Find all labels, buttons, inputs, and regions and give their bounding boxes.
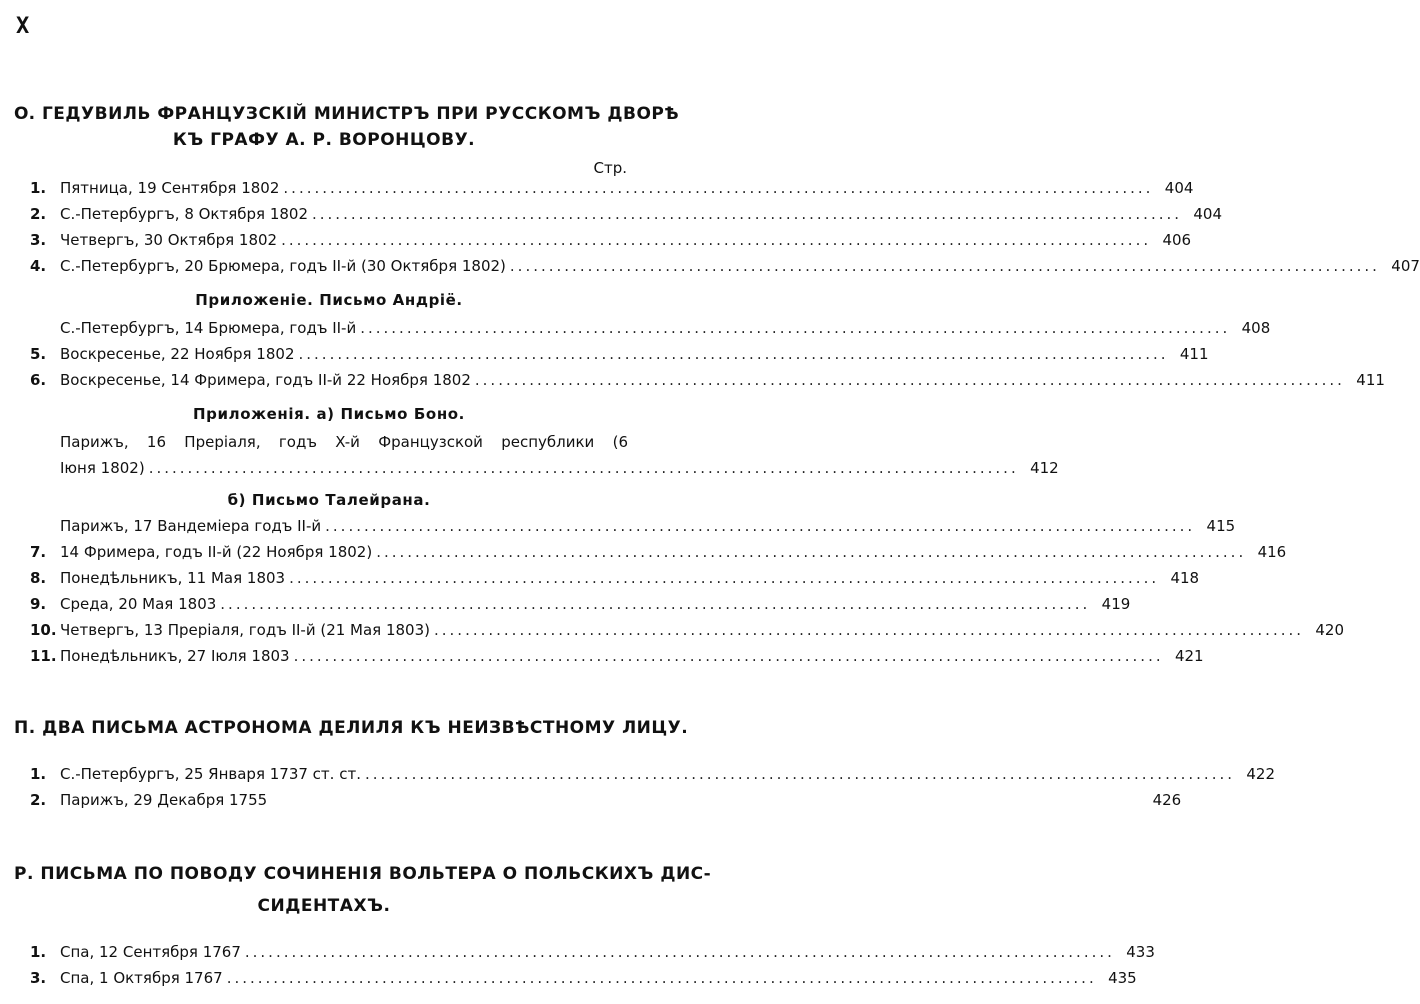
dot-leader [434, 618, 1304, 642]
entry-number: 5. [30, 345, 47, 363]
entry-page: 422 [1246, 765, 1275, 783]
appendix-heading: Приложеніе. Письмо Андріё. [195, 291, 463, 309]
entry-page: 416 [1257, 543, 1287, 561]
entry-number: 4. [30, 257, 47, 275]
entry-number: 7. [30, 543, 47, 561]
toc-entry[interactable] [30, 228, 1192, 252]
dot-leader [365, 762, 1235, 786]
dot-leader [245, 940, 1115, 964]
entry-number: 8. [30, 569, 47, 587]
page-column-label: Стр. [593, 159, 627, 177]
section-o-title-line2: КЪ ГРАФУ А. Р. ВОРОНЦОВУ. [172, 130, 476, 150]
entry-page: 408 [1241, 319, 1271, 337]
entry-label: С.-Петербургъ, 20 Брюмера, годъ II-й (30 Октября 1802) [60, 257, 506, 275]
entry-label: Воскресенье, 22 Ноября 1802 [60, 345, 295, 363]
toc-entry[interactable] [60, 514, 1236, 538]
entry-number: 9. [30, 595, 47, 613]
entry-page: 420 [1315, 621, 1345, 639]
toc-entry[interactable] [30, 254, 1420, 278]
entry-label: Парижъ, 29 Декабря 1755 [60, 791, 268, 809]
dot-leader [360, 316, 1230, 340]
page-number: X [16, 14, 30, 39]
entry-number: 1. [30, 765, 47, 783]
entry-label: 14 Фримера, годъ II-й (22 Ноября 1802) [60, 543, 373, 561]
toc-entry[interactable] [30, 592, 1131, 616]
dot-leader [289, 566, 1159, 590]
dot-leader [299, 342, 1169, 366]
toc-entry[interactable] [30, 762, 1275, 786]
entry-label: Понедѣльникъ, 27 Іюля 1803 [60, 647, 290, 665]
entry-label: Спа, 1 Октября 1767 [60, 969, 223, 987]
entry-label: Понедѣльникъ, 11 Мая 1803 [60, 569, 286, 587]
dot-leader [510, 254, 1380, 278]
entry-label: Пятница, 19 Сентября 1802 [60, 179, 280, 197]
dot-leader [325, 514, 1195, 538]
entry-label: Воскресенье, 14 Фримера, годъ II-й 22 Ноября 1802 [60, 371, 471, 389]
toc-entry[interactable] [30, 966, 1137, 990]
entry-number: 3. [30, 969, 47, 987]
entry-label: Іюня 1802) [60, 459, 145, 477]
entry-number: 1. [30, 179, 47, 197]
entry-page: 418 [1170, 569, 1200, 587]
entry-page: 419 [1101, 595, 1131, 613]
toc-entry[interactable] [30, 788, 1182, 812]
dot-leader [376, 540, 1246, 564]
toc-entry[interactable] [30, 644, 1204, 668]
entry-label: Среда, 20 Мая 1803 [60, 595, 217, 613]
dot-leader [227, 966, 1097, 990]
toc-entry[interactable] [60, 456, 1059, 480]
entry-number: 2. [30, 205, 47, 223]
entry-label: С.-Петербургъ, 25 Января 1737 ст. ст. [60, 765, 361, 783]
entry-label: С.-Петербургъ, 8 Октября 1802 [60, 205, 308, 223]
dot-leader [283, 176, 1153, 200]
entry-label: Парижъ, 17 Вандеміера годъ II-й [60, 517, 322, 535]
section-o-title-line1: O. ГЕДУВИЛЬ ФРАНЦУЗСКІЙ МИНИСТРЪ ПРИ РУССКОМЪ ДВОРѢ [14, 104, 680, 124]
toc-entry[interactable] [30, 618, 1345, 642]
toc-entry[interactable] [30, 368, 1385, 392]
appendix-heading: Приложенія. а) Письмо Боно. [193, 405, 465, 423]
toc-entry[interactable] [30, 202, 1223, 226]
entry-page: 407 [1391, 257, 1420, 275]
toc-entry-wrapped-line: Парижъ, 16 Преріаля, годъ X-й Французской республики (6 [60, 433, 628, 451]
entry-page: 426 [1152, 791, 1182, 809]
entry-page: 404 [1193, 205, 1223, 223]
dot-leader [220, 592, 1090, 616]
dot-leader [312, 202, 1182, 226]
entry-label: Спа, 12 Сентября 1767 [60, 943, 241, 961]
toc-entry[interactable] [60, 316, 1271, 340]
entry-number: 2. [30, 791, 47, 809]
section-r-title-line1: Р. ПИСЬМА ПО ПОВОДУ СОЧИНЕНІЯ ВОЛЬТЕРА О ПОЛЬСКИХЪ ДИС- [14, 864, 712, 884]
dot-leader [149, 456, 1019, 480]
dot-leader [294, 644, 1164, 668]
entry-number: 3. [30, 231, 47, 249]
toc-entry[interactable] [30, 940, 1155, 964]
toc-entry[interactable] [30, 566, 1200, 590]
entry-label: Четвергъ, 30 Октября 1802 [60, 231, 278, 249]
entry-page: 435 [1108, 969, 1137, 987]
entry-page: 411 [1179, 345, 1209, 363]
section-p-title: П. ДВА ПИСЬМА АСТРОНОМА ДЕЛИЛЯ КЪ НЕИЗВѢСТНОМУ ЛИЦУ. [14, 718, 689, 738]
dot-leader [281, 228, 1151, 252]
toc-entry[interactable] [30, 342, 1209, 366]
section-r-title-line2: СИДЕНТАХЪ. [257, 896, 391, 916]
toc-entry[interactable] [30, 176, 1194, 200]
entry-page: 411 [1356, 371, 1385, 389]
entry-page: 433 [1126, 943, 1155, 961]
entry-label: Четвергъ, 13 Преріаля, годъ II-й (21 Мая 1803) [60, 621, 430, 639]
entry-page: 412 [1030, 459, 1059, 477]
entry-number: 6. [30, 371, 47, 389]
entry-number: 10. [30, 621, 57, 639]
entry-page: 406 [1162, 231, 1192, 249]
entry-page: 421 [1174, 647, 1204, 665]
entry-label: С.-Петербургъ, 14 Брюмера, годъ II-й [60, 319, 357, 337]
entry-page: 415 [1206, 517, 1236, 535]
appendix-heading: б) Письмо Талейрана. [227, 491, 431, 509]
dot-leader [475, 368, 1345, 392]
toc-entry[interactable] [30, 540, 1287, 564]
entry-number: 1. [30, 943, 47, 961]
entry-page: 404 [1164, 179, 1194, 197]
entry-number: 11. [30, 647, 57, 665]
